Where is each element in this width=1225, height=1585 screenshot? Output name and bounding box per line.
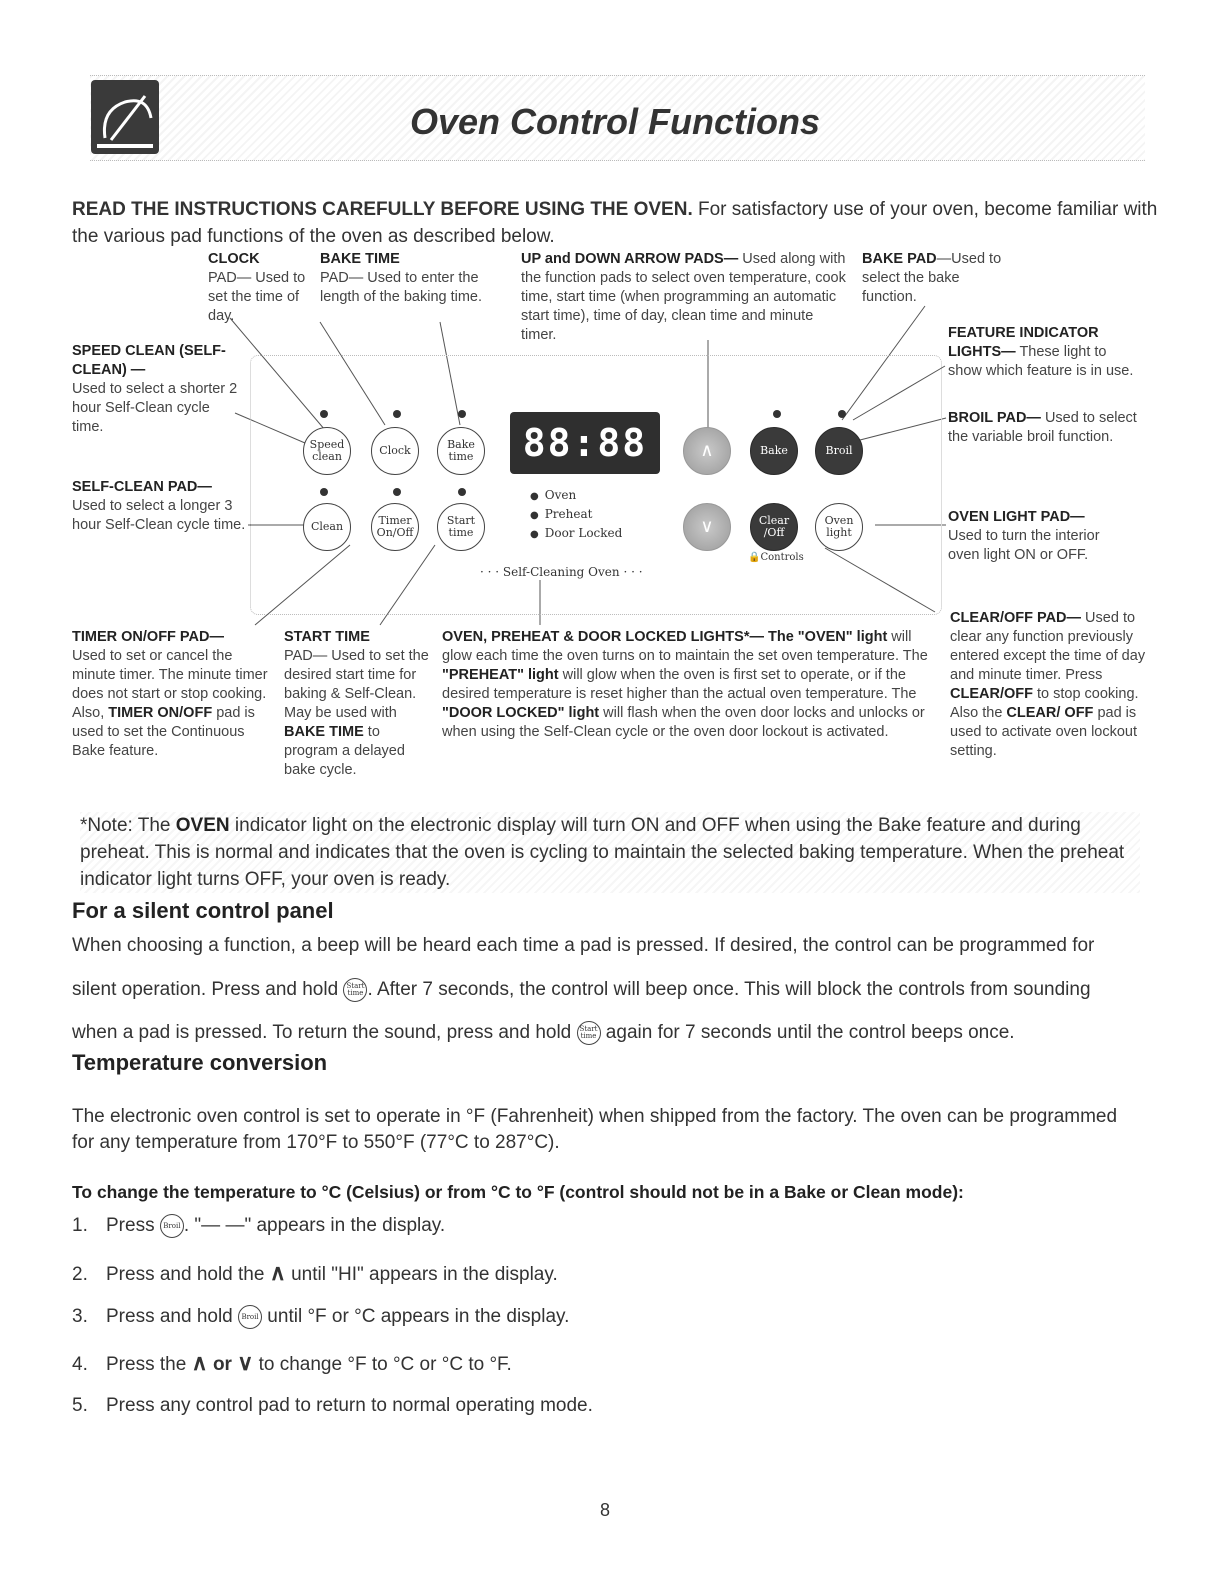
silent-line-3: when a pad is pressed. To return the sound, press and hold Start time again for 7 seconds until the control beeps once.: [72, 1022, 1015, 1044]
lock-controls-label: 🔒Controls: [748, 552, 804, 563]
bake-time-button[interactable]: Bake time: [437, 427, 485, 475]
clear-off-button[interactable]: Clear /Off: [750, 503, 798, 551]
indicator-led: [320, 488, 328, 496]
indicator-led: [393, 488, 401, 496]
indicator-oven: ● Oven: [530, 488, 576, 502]
timer-on-off-button[interactable]: Timer On/Off: [371, 503, 419, 551]
down-arrow-button[interactable]: ∨: [683, 503, 731, 551]
silent-heading: For a silent control panel: [72, 898, 334, 923]
callout-arrow-pads: UP and DOWN ARROW PADS— Used along with the function pads to select oven temperature, cook time, start time (when programming an automatic start time), time of day, clean time and minute timer.: [521, 251, 846, 343]
step-3: 3. Press and hold Broil until °F or °C appears in the display.: [72, 1306, 570, 1328]
indicator-led: [773, 410, 781, 418]
callout-self-clean-pad: SELF-CLEAN PAD— Used to select a longer 3 hour Self-Clean cycle time.: [72, 479, 246, 533]
indicator-led: [458, 488, 466, 496]
silent-line-1: When choosing a function, a beep will be heard each time a pad is pressed. If desired, the control can be programmed for: [72, 935, 1095, 956]
callout-bake-time-pad: BAKE TIME PAD— Used to enter the length of the baking time.: [320, 251, 483, 305]
indicator-preheat: ● Preheat: [530, 507, 592, 521]
note-box: *Note: The OVEN indicator light on the electronic display will turn ON and OFF when using the Bake feature and during preheat. This is normal and indicates that the oven is cycling to maintain the selected baking temperature. When the preheat indicator light turns OFF, your oven is ready.: [80, 812, 1140, 893]
silent-line-2: silent operation. Press and hold Start time . After 7 seconds, the control will beep once. This will block the controls from sounding: [72, 979, 1091, 1001]
callout-status-lights: OVEN, PREHEAT & DOOR LOCKED LIGHTS*— The "OVEN" light will glow each time the oven turns on to maintain the set oven temperature. The "PREHEAT" light will glow when the oven is first set to operate, or if the desired temperature is reset higher than the actual oven temperature. The "DOOR LOCKED" light will flash when the oven door locks and unlocks or when using the Self-Clean cycle or the oven door lockout is activated.: [442, 629, 928, 740]
indicator-led: [458, 410, 466, 418]
step-1: 1. Press Broil . "— —" appears in the display.: [72, 1215, 446, 1237]
clock-button[interactable]: Clock: [371, 427, 419, 475]
start-time-pad-icon: Start time: [577, 1021, 601, 1045]
start-time-button[interactable]: Start time: [437, 503, 485, 551]
speed-clean-button[interactable]: Speed clean: [303, 427, 351, 475]
step-5: 5. Press any control pad to return to normal operating mode.: [72, 1395, 593, 1416]
start-time-pad-icon: Start time: [343, 978, 367, 1002]
intro-bold: READ THE INSTRUCTIONS CAREFULLY BEFORE USING THE OVEN.: [72, 199, 693, 220]
callout-speed-clean: SPEED CLEAN (SELF-CLEAN) — Used to select a shorter 2 hour Self-Clean cycle time.: [72, 343, 238, 435]
callout-oven-light-pad: OVEN LIGHT PAD— Used to turn the interior oven light ON or OFF.: [948, 509, 1100, 563]
broil-button[interactable]: Broil: [815, 427, 863, 475]
page-number: 8: [600, 1500, 611, 1520]
up-arrow-icon: ∧: [269, 1260, 286, 1285]
step-4: 4. Press the ∧ or ∨ to change °F to °C or °C to °F.: [72, 1350, 512, 1375]
callout-clear-off-pad: CLEAR/OFF PAD— Used to clear any function previously entered except the time of day and minute timer. Press CLEAR/OFF to stop cooking. Also the CLEAR/ OFF pad is used to activate oven lockout setting.: [950, 610, 1146, 759]
up-arrow-icon: ∧: [191, 1350, 208, 1375]
digital-display: 88:88: [510, 412, 660, 474]
bake-button[interactable]: Bake: [750, 427, 798, 475]
lock-icon: 🔒: [748, 552, 761, 563]
callout-clock-pad: CLOCK PAD— Used to set the time of day.: [208, 251, 306, 324]
page-title: Oven Control Functions: [410, 101, 820, 142]
oven-light-button[interactable]: Oven light: [815, 503, 863, 551]
clean-button[interactable]: Clean: [303, 503, 351, 551]
intro-text: For satisfactory use of your oven, become familiar with the various pad functions of the oven as described below.: [72, 199, 1158, 247]
indicator-led: [838, 410, 846, 418]
broil-pad-icon: Broil: [160, 1214, 184, 1238]
indicator-door-locked: ● Door Locked: [530, 526, 622, 540]
down-arrow-icon: ∨: [237, 1350, 254, 1375]
indicator-led: [320, 410, 328, 418]
temp-heading: Temperature conversion: [72, 1050, 328, 1075]
step-2: 2. Press and hold the ∧ until "HI" appears in the display.: [72, 1260, 558, 1285]
temp-subheading: To change the temperature to °C (Celsius) or from °C to °F (control should not be in a Bake or Clean mode):: [72, 1182, 964, 1202]
callout-start-time-pad: START TIME PAD— Used to set the desired start time for baking & Self-Clean. May be used with BAKE TIME to program a delayed bake cycle.: [284, 629, 429, 778]
temp-line-1: The electronic oven control is set to operate in °F (Fahrenheit) when shipped from the factory. The oven can be programmed: [72, 1106, 1118, 1127]
up-arrow-button[interactable]: ∧: [683, 427, 731, 475]
temp-line-2: for any temperature from 170°F to 550°F (77°C to 287°C).: [72, 1132, 560, 1153]
broil-pad-icon: Broil: [238, 1305, 262, 1329]
callout-timer-pad: TIMER ON/OFF PAD— Used to set or cancel the minute timer. The minute timer does not start or stop cooking. Also, TIMER ON/OFF pad is used to set the Continuous Bake feature.: [72, 629, 268, 759]
indicator-led: [393, 410, 401, 418]
self-cleaning-label: · · · Self-Cleaning Oven · · ·: [480, 565, 643, 579]
callout-broil-pad: BROIL PAD— Used to select the variable broil function.: [948, 410, 1137, 445]
callout-bake-pad: BAKE PAD—Used to select the bake function.: [862, 251, 1002, 305]
callout-feature-indicator: FEATURE INDICATOR LIGHTS— These light to show which feature is in use.: [948, 325, 1134, 379]
